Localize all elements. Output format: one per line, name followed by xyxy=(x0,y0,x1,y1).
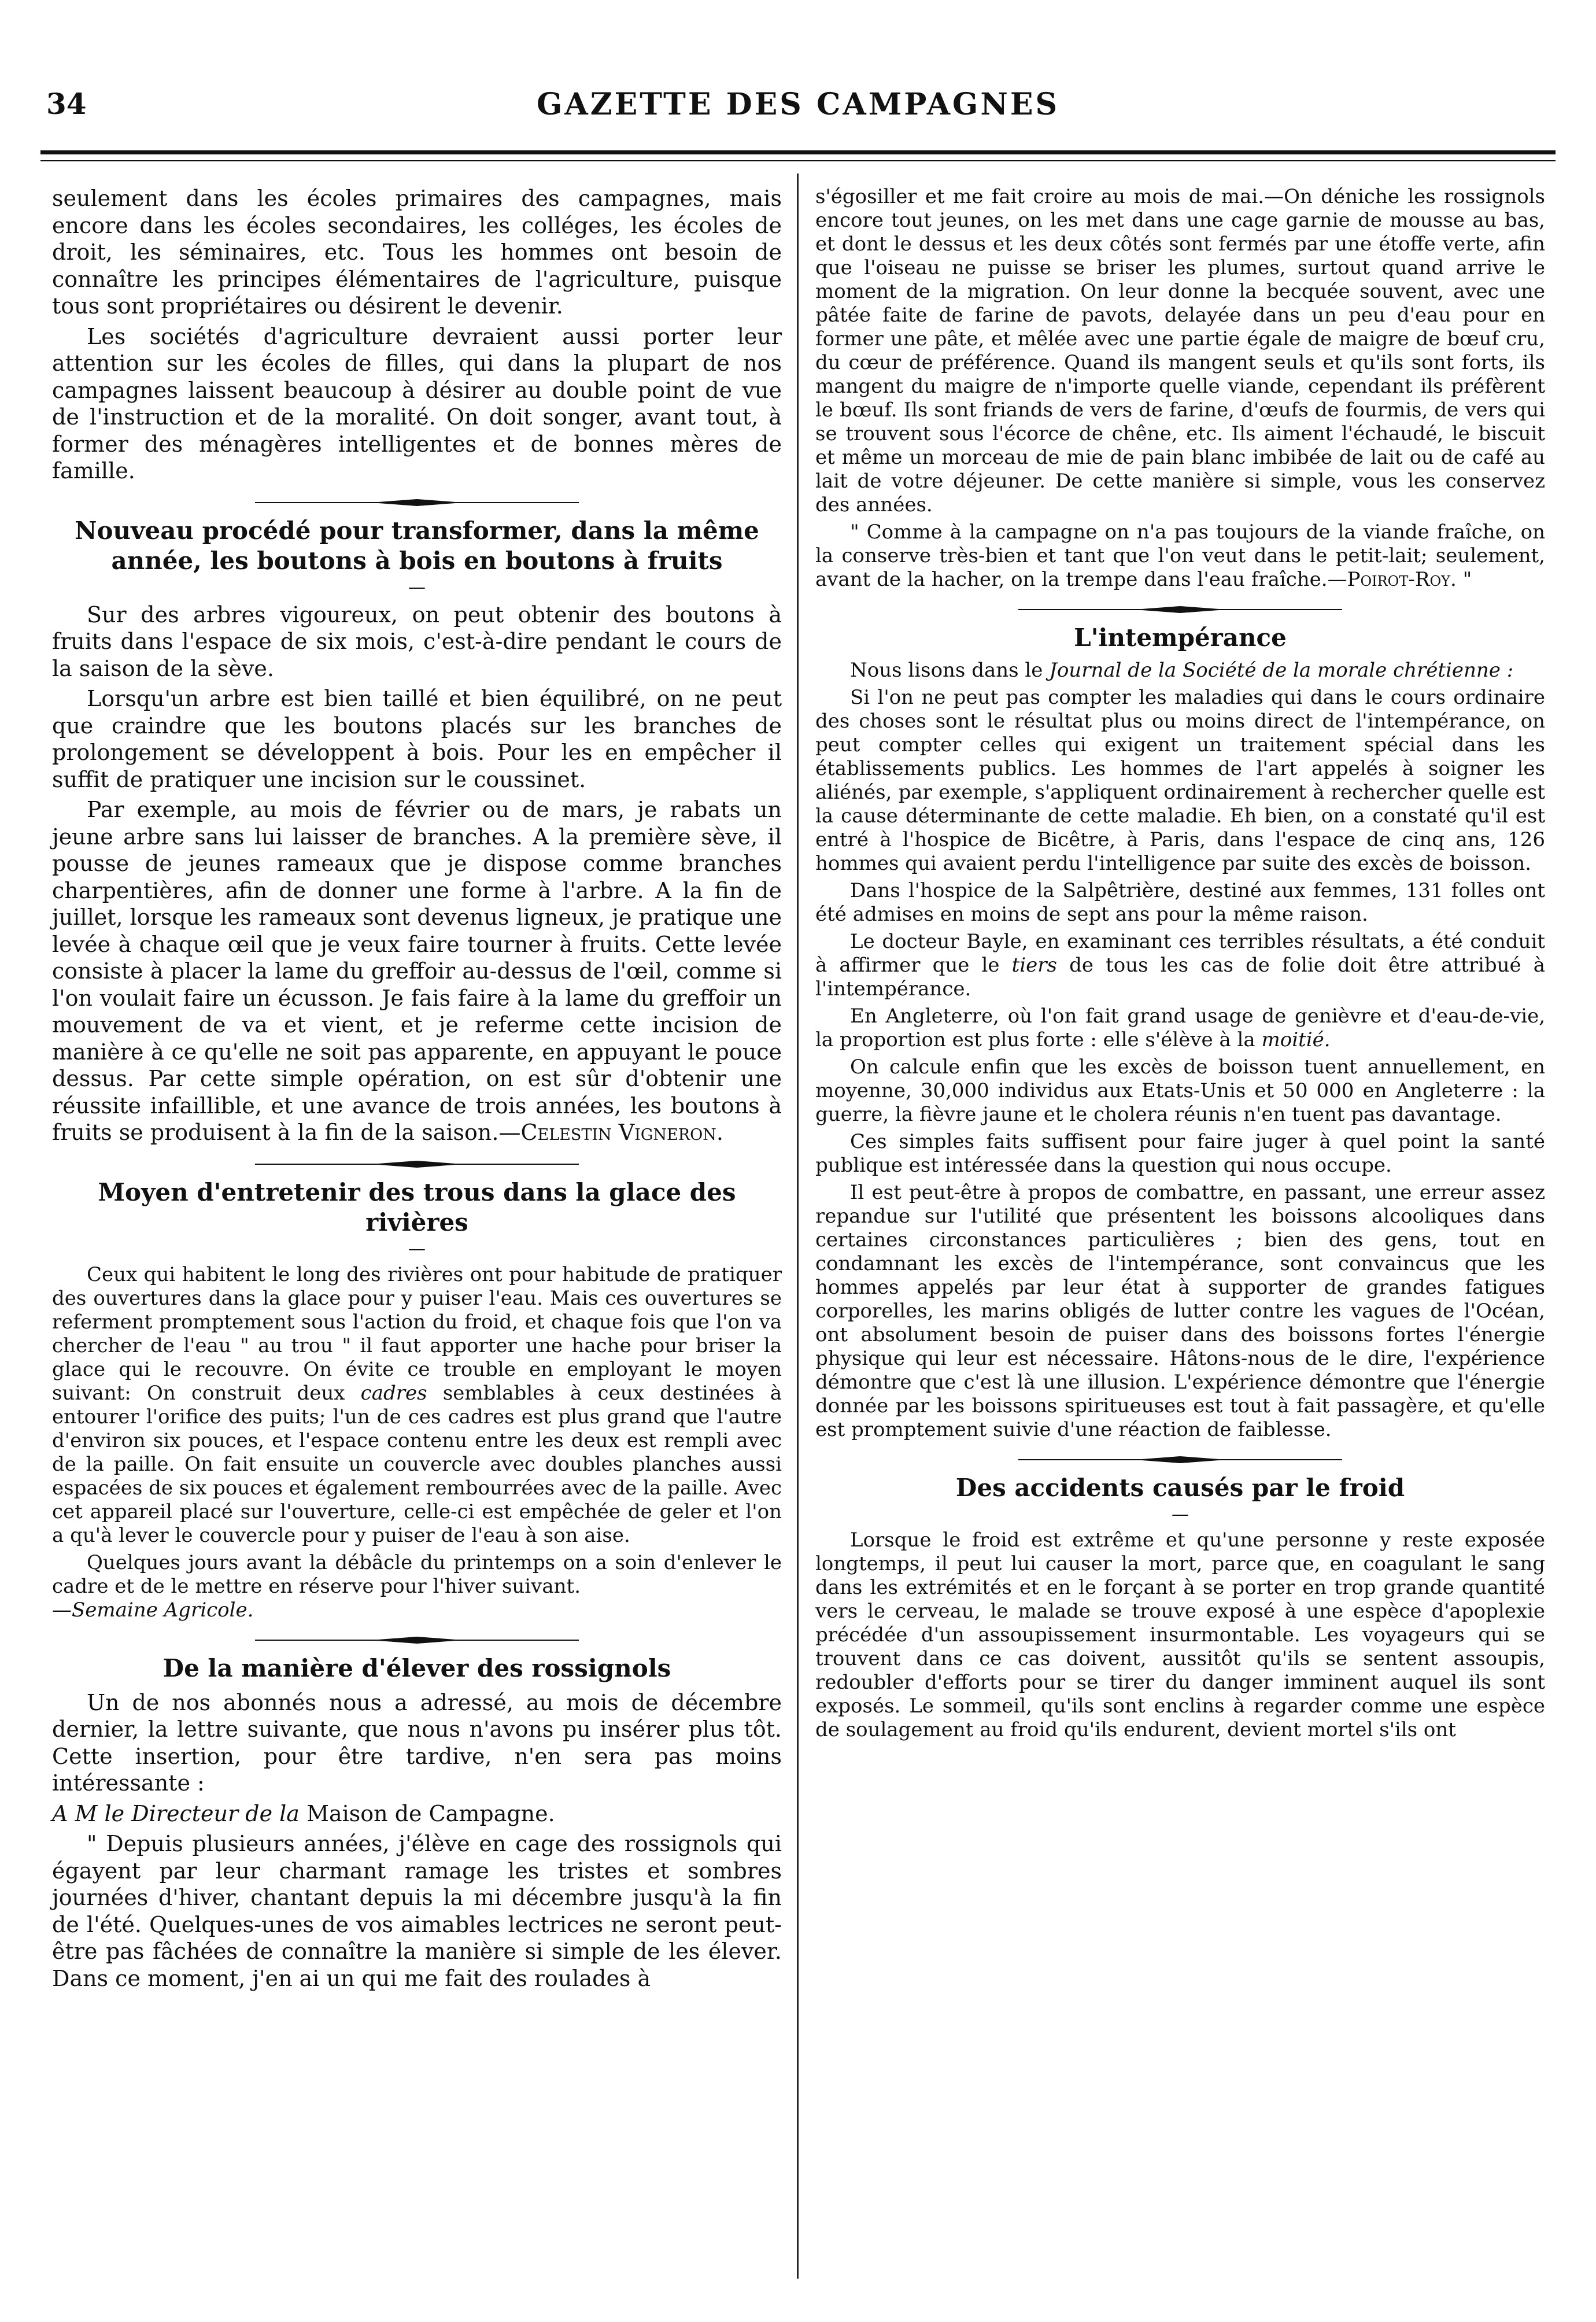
article-paragraph xyxy=(815,1005,1545,1052)
left-column xyxy=(52,185,782,1995)
article-paragraph: s'égosiller et me fait croire au mois de mai.—On déniche les rossignols encore tout jeunes, on les met dans une cage garnie de mousse au bas, et dont le dessus et les deux côtés sont fermés par une étoffe verte, afin que l'oiseau ne puisse se briser les plumes, surtout quand arrive le moment de la migration. On leur donne la becquée souvent, avec une pâtée faite de farine de pavots, delayée dans un peu d'eau pour en former une pâte, et mêlée avec une partie égale de maigre de bœuf cru, du cœur de préférence. Quand ils mangent seuls et qu'ils sont forts, ils mangent du maigre de n'importe quelle viande, cependant ils préfèrent le bœuf. Ils sont friands de vers de farine, d'œufs de fourmis, de vers qui se trouvent sous l'écorce de chêne, etc. Ils aiment l'échaudé, le biscuit et même un morceau de mie de pain blanc imbibée de lait ou de café au lait de votre déjeuner. De cette manière si simple, vous les conservez des années. xyxy=(815,185,1545,516)
article-paragraph: Lorsqu'un arbre est bien taillé et bien équilibré, on ne peut que craindre que les boutons placés sur les branches de prolongement se développent à bois. Pour les en empêcher il suffit de pratiquer une incision sur le coussinet. xyxy=(52,686,782,792)
section-title-boutons: Nouveau procédé pour transformer, dans la même année, les boutons à bois en boutons à fruits xyxy=(75,516,759,575)
article-paragraph xyxy=(815,930,1545,1001)
article-paragraph: " Depuis plusieurs années, j'élève en cage des rossignols qui égayent par leur charmant ramage les tristes et sombres journées d'hiver, chantant depuis la mi décembre jusqu'à la fin de l'été. Quelques-unes de vos aimables lectrices ne seront peut-être pas fâchées de connaître la manière si simple de les élever. Dans ce moment, j'en ai un qui me fait des roulades à xyxy=(52,1831,782,1991)
article-paragraph: Lorsque le froid est extrême et qu'une personne y reste exposée longtemps, il peut lui causer la mort, parce que, en coagulant le sang dans les extrémités et en le forçant à se porter en trop grande quantité vers le cerveau, le malade se trouve exposé à une espèce d'apoplexie précédée d'un assoupissement insurmontable. Les voyageurs qui se trouvent dans ce cas doivent, aussitôt qu'ils se sentent assoupis, redoubler d'efforts pour se tirer du danger imminent auquel ils sont exposés. Le sommeil, qu'ils sont enclins à regarder comme une espèce de soulagement au froid qu'ils endurent, devient mortel s'ils ont xyxy=(815,1529,1545,1741)
section-ornament xyxy=(255,1160,579,1168)
section-ornament xyxy=(255,499,579,507)
author-signature: Poirot-Roy. " xyxy=(1347,568,1472,591)
emphasis: tiers xyxy=(1011,954,1057,977)
section-ornament xyxy=(255,1636,579,1644)
header-rule xyxy=(40,150,1556,161)
article-paragraph: Sur des arbres vigoureux, on peut obtenir des boutons à fruits dans l'espace de six mois, c'est-à-dire pendant le cours de la saison de la sève. xyxy=(52,601,782,681)
emphasis: Journal de la Société de la morale chrétienne : xyxy=(1049,659,1514,682)
article-paragraph: Il est peut-être à propos de combattre, en passant, une erreur assez repandue sur l'utilité que présentent les boissons alcooliques dans certaines circonstances particulières ; bien des gens, tout en condamnant les excès de l'intempérance, sont convaincus que les hommes appelés par leur état à supporter de grandes fatigues corporelles, les marins obligés de lutter contre les vagues de l'Océan, ont absolument besoin de puiser dans des boissons fortes l'énergie physique qui leur est nécessaire. Hâtons-nous de le dire, l'expérience démontre que c'est là une illusion. L'expérience démontre que l'énergie donnée par les boissons spiritueuses est tout à fait passagère, et qu'elle est promptement suivie d'une réaction de faiblesse. xyxy=(815,1181,1545,1441)
paragraph-text: Nous lisons dans le xyxy=(850,659,1043,682)
right-column xyxy=(815,185,1545,1745)
title-dash: — xyxy=(1172,1504,1189,1524)
article-paragraph xyxy=(815,659,1545,682)
section-title-froid: Des accidents causés par le froid xyxy=(955,1474,1405,1502)
paragraph-text: Le docteur Bayle, en examinant ces terribles résultats, a été conduit à affirmer que le xyxy=(815,930,1545,977)
article-paragraph: Dans l'hospice de la Salpêtrière, destiné aux femmes, 131 folles ont été admises en moins de sept ans pour la même raison. xyxy=(815,879,1545,926)
emphasis: cadres xyxy=(360,1381,427,1405)
paragraph-text: En Angleterre, où l'on fait grand usage de genièvre et d'eau-de-vie, la proportion est plus forte : elle s'élève à la xyxy=(815,1005,1545,1051)
emphasis: moitié. xyxy=(1261,1028,1331,1051)
page-number: 34 xyxy=(46,87,87,121)
paragraph-text: semblables à ceux destinées à entourer l'orifice des puits; l'un de ces cadres est plus grand que l'autre d'environ six pouces, et l'espace contenu entre les deux est rempli avec de la paille. On fait ensuite un couvercle avec doubles planches aussi espacées de six pouces et également rembourrées avec de la paille. Avec cet appareil placé sur l'ouverture, celle-ci est empêchée de geler et l'on a qu'à lever le couvercle pour y puiser de l'eau à son aise. xyxy=(52,1381,782,1547)
column-divider xyxy=(797,173,799,2279)
section-title-rossignols: De la manière d'élever des rossignols xyxy=(162,1653,671,1682)
article-paragraph: Si l'on ne peut pas compter les maladies qui dans le cours ordinaire des choses sont le résultat plus ou moins direct de l'intempérance, on peut compter celles qui exigent un traitement spécial dans les établissements publics. Les hommes de l'art appelés à soigner les aliénés, par exemple, s'appliquent ordinairement à rechercher quelle est la cause déterminante de cette maladie. Eh bien, on a constaté qu'il est entré à l'hospice de Bicêtre, à Paris, dans l'espace de cinq ans, 126 hommes qui avaient perdu l'intelligence par suite des excès de boisson. xyxy=(815,686,1545,875)
section-ornament xyxy=(1018,1456,1342,1464)
section-ornament xyxy=(1018,606,1342,614)
article-paragraph: On calcule enfin que les excès de boisson tuent annuellement, en moyenne, 30,000 individus aux Etats-Unis et 50 000 en Angleterre : la guerre, la fièvre jaune et le cholera réunis n'en tuent pas davantage. xyxy=(815,1055,1545,1126)
letter-address xyxy=(52,1800,782,1828)
paragraph-text: de tous les cas de folie doit être attribué à l'intempérance. xyxy=(815,954,1546,1001)
article-paragraph: Ces simples faits suffisent pour faire juger à quel point la santé publique est intéressée dans la question qui nous occupe. xyxy=(815,1130,1545,1177)
masthead: GAZETTE DES CAMPAGNES xyxy=(536,87,1060,122)
paragraph-text: Quelques jours avant la débâcle du printemps on a soin d'enlever le cadre et de le mettre en réserve pour l'hiver suivant. xyxy=(52,1551,782,1598)
page-header xyxy=(40,81,1556,133)
intro-paragraph: seulement dans les écoles primaires des campagnes, mais encore dans les écoles secondaires, les colléges, les écoles de droit, les séminaires, etc. Tous les hommes ont besoin de connaître les principes élémentaires de l'agriculture, puisque tous sont propriétaires ou désirent le devenir. xyxy=(52,186,782,319)
title-dash: — xyxy=(408,1238,426,1259)
article-paragraph: Un de nos abonnés nous a adressé, au mois de décembre dernier, la lettre suivante, que nous n'avons pu insérer plus tôt. Cette insertion, pour être tardive, n'en sera pas moins intéressante : xyxy=(52,1689,782,1796)
article-paragraph xyxy=(52,1263,782,1548)
section-title-trous: Moyen d'entretenir des trous dans la glace des rivières xyxy=(98,1177,736,1236)
article-paragraph xyxy=(52,1551,782,1622)
paragraph-text: Ceux qui habitent le long des rivières ont pour habitude de pratiquer des ouvertures dans la glace pour y puiser l'eau. Mais ces ouvertures se referment promptement sous l'action du froid, et chaque fois que l'on va chercher de l'eau " au trou " il faut apporter une hache pour briser la glace qui le recouvre. On évite ce trouble en employant le moyen suivant: On construit deux xyxy=(52,1262,782,1405)
source-credit: —Semaine Agricole. xyxy=(52,1598,254,1622)
emphasis: A M le Directeur de la xyxy=(52,1800,300,1826)
intro-paragraph: Les sociétés d'agriculture devraient aussi porter leur attention sur les écoles de filles, qui dans la plupart de nos campagnes laissent beaucoup à désirer au double point de vue de l'instruction et de la moralité. On doit songer, avant tout, à former des ménagères intelligentes et de bonnes mères de famille. xyxy=(52,323,782,483)
paragraph-text: " Comme à la campagne on n'a pas toujours de la viande fraîche, on la conserve très-bien et tant que l'on veut dans le petit-lait; seulement, avant de la hacher, on la trempe dans l'eau fraîche.— xyxy=(815,520,1545,591)
paragraph-text: Par exemple, au mois de février ou de mars, je rabats un jeune arbre sans lui laisser de branches. A la première sève, il pousse de jeunes rameaux que je dispose comme branches charpentières, afin de donner une forme à l'arbre. A la fin de juillet, lorsque les rameaux sont devenus ligneux, je pratique une levée à chaque œil que je veux faire tourner à fruits. Cette levée consiste à placer la lame du greffoir au-dessus de l'œil, comme si l'on voulait faire un écusson. Je fais faire à la lame du greffoir un mouvement de va et vient, et je referme cette incision de manière à ce qu'elle ne soit pas apparente, en appuyant le pouce dessus. Par cette simple opération, on est sûr d'obtenir une réussite infaillible, et une avance de trois années, les boutons à fruits se produisent à la fin de la saison.— xyxy=(52,797,782,1145)
title-dash: — xyxy=(408,577,426,597)
section-title-intemperance: L'intempérance xyxy=(1074,623,1287,652)
author-signature: Celestin Vigneron. xyxy=(520,1120,723,1145)
paragraph-text: Maison de Campagne. xyxy=(306,1800,555,1826)
article-paragraph xyxy=(815,520,1545,592)
article-paragraph xyxy=(52,796,782,1146)
